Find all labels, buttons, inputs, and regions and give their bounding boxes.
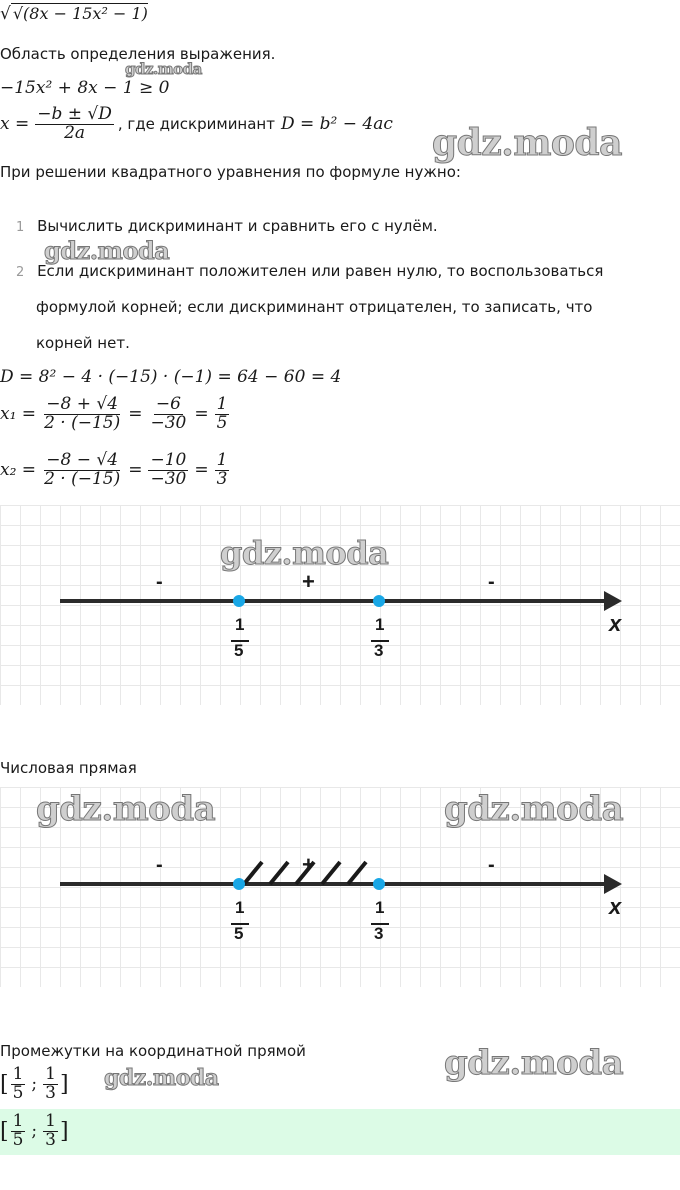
interval-start <box>11 1066 26 1103</box>
equals-sign: = <box>128 404 143 425</box>
interval-close-bracket: ] <box>59 1071 69 1097</box>
watermark: gdz.moda <box>220 534 389 572</box>
formula-denominator: 2a <box>64 122 86 143</box>
axis-label-x: x <box>609 894 622 919</box>
numerator: 1 <box>45 1064 56 1084</box>
x1-lhs: x₁ = <box>0 404 37 425</box>
sqrt-sign: √ <box>0 4 11 24</box>
watermark: gdz.moda <box>36 789 216 829</box>
interval-open-bracket: [ <box>0 1071 9 1097</box>
axis-arrow <box>604 591 622 611</box>
list-number: 2 <box>16 265 25 280</box>
sign-minus-left: - <box>156 854 163 876</box>
interval-separator: ; <box>31 1074 38 1095</box>
x2-fraction-1 <box>42 452 122 489</box>
denominator: 5 <box>216 412 228 433</box>
formula-lhs: x = <box>0 114 30 135</box>
watermark: gdz.moda <box>125 60 202 78</box>
denominator: 5 <box>12 1129 24 1150</box>
point-one-fifth <box>233 878 245 890</box>
list-item-text: Если дискриминант положителен или равен нулю, то воспользоваться <box>37 262 604 280</box>
formula-numerator: −b ± √D <box>37 104 112 124</box>
quadratic-formula <box>0 106 393 143</box>
denominator: 2 · (−15) <box>44 412 121 433</box>
root-x2 <box>0 452 231 489</box>
root-x1 <box>0 396 231 433</box>
numerator: −10 <box>150 450 187 470</box>
inequality: −15x² + 8x − 1 ≥ 0 <box>0 78 170 98</box>
label-p2-denominator: 3 <box>374 924 384 943</box>
domain-label: Область определения выражения. <box>0 45 276 63</box>
sign-minus-right: - <box>488 571 495 593</box>
label-p1-numerator: 1 <box>235 898 245 917</box>
formula-fraction <box>35 106 114 143</box>
numerator: −8 − √4 <box>46 450 119 470</box>
header-radicand: √(8x − 15x² − 1) <box>12 4 148 23</box>
numerator: 1 <box>12 1111 24 1131</box>
interval <box>0 1066 69 1103</box>
label-p2-numerator: 1 <box>375 898 385 917</box>
label-p2-numerator: 1 <box>375 615 385 634</box>
denominator: 3 <box>216 468 228 489</box>
label-p1-denominator: 5 <box>234 641 244 660</box>
x2-fraction-2 <box>148 452 188 489</box>
watermark: gdz.moda <box>432 122 622 164</box>
denominator: −30 <box>150 412 187 433</box>
x1-fraction-2 <box>148 396 188 433</box>
watermark: gdz.moda <box>444 1043 624 1083</box>
sign-plus: + <box>302 569 315 594</box>
sign-minus-right: - <box>488 854 495 876</box>
label-p1-denominator: 5 <box>234 924 244 943</box>
sign-plus: + <box>302 852 315 877</box>
denominator: 3 <box>45 1129 56 1150</box>
answer-separator: ; <box>31 1121 38 1142</box>
numerator: 1 <box>216 450 228 470</box>
axis-label-x: x <box>609 611 622 636</box>
label-p1-numerator: 1 <box>235 615 245 634</box>
point-one-fifth <box>233 595 245 607</box>
label-p2-denominator: 3 <box>374 641 384 660</box>
x2-fraction-3 <box>215 452 230 489</box>
watermark: gdz.moda <box>444 789 624 829</box>
answer-close-bracket: ] <box>59 1118 69 1144</box>
formula-text: , где дискриминант <box>117 115 275 134</box>
numerator: −8 + √4 <box>46 394 119 414</box>
x1-fraction-1 <box>42 396 122 433</box>
list-item-continuation: формулой корней; если дискриминант отрицателен, то записать, что <box>36 298 593 316</box>
list-item <box>16 217 438 235</box>
numerator: 1 <box>216 394 228 414</box>
point-one-third <box>373 878 385 890</box>
equals-sign: = <box>194 404 209 425</box>
equals-sign: = <box>194 460 209 481</box>
denominator: 3 <box>45 1082 56 1103</box>
point-one-third <box>373 595 385 607</box>
numerator: −6 <box>155 394 181 414</box>
caption-number-line: Числовая прямая <box>0 759 137 777</box>
answer <box>0 1113 69 1150</box>
discriminant-formula: D = b² − 4ac <box>280 114 393 135</box>
numerator: 1 <box>12 1064 24 1084</box>
list-number: 1 <box>16 220 25 235</box>
numerator: 1 <box>45 1111 56 1131</box>
axis-arrow <box>604 874 622 894</box>
list-item-text: Вычислить дискриминант и сравнить его с нулём. <box>37 217 438 235</box>
equals-sign: = <box>128 460 143 481</box>
watermark: gdz.moda <box>104 1065 219 1091</box>
watermark: gdz.moda <box>44 236 170 265</box>
x1-fraction-3 <box>215 396 230 433</box>
answer-open-bracket: [ <box>0 1118 9 1144</box>
discriminant-calculation: D = 8² − 4 · (−15) · (−1) = 64 − 60 = 4 <box>0 367 342 387</box>
list-item-continuation: корней нет. <box>36 334 130 352</box>
method-intro: При решении квадратного уравнения по формуле нужно: <box>0 163 461 181</box>
answer-end <box>43 1113 58 1150</box>
denominator: −30 <box>150 468 187 489</box>
denominator: 2 · (−15) <box>44 468 121 489</box>
answer-start <box>11 1113 26 1150</box>
header-expression <box>0 4 148 24</box>
sign-minus-left: - <box>156 571 163 593</box>
interval-end <box>43 1066 58 1103</box>
caption-intervals: Промежутки на координатной прямой <box>0 1042 306 1060</box>
answer-highlight <box>0 1109 680 1155</box>
denominator: 5 <box>12 1082 24 1103</box>
x2-lhs: x₂ = <box>0 460 37 481</box>
